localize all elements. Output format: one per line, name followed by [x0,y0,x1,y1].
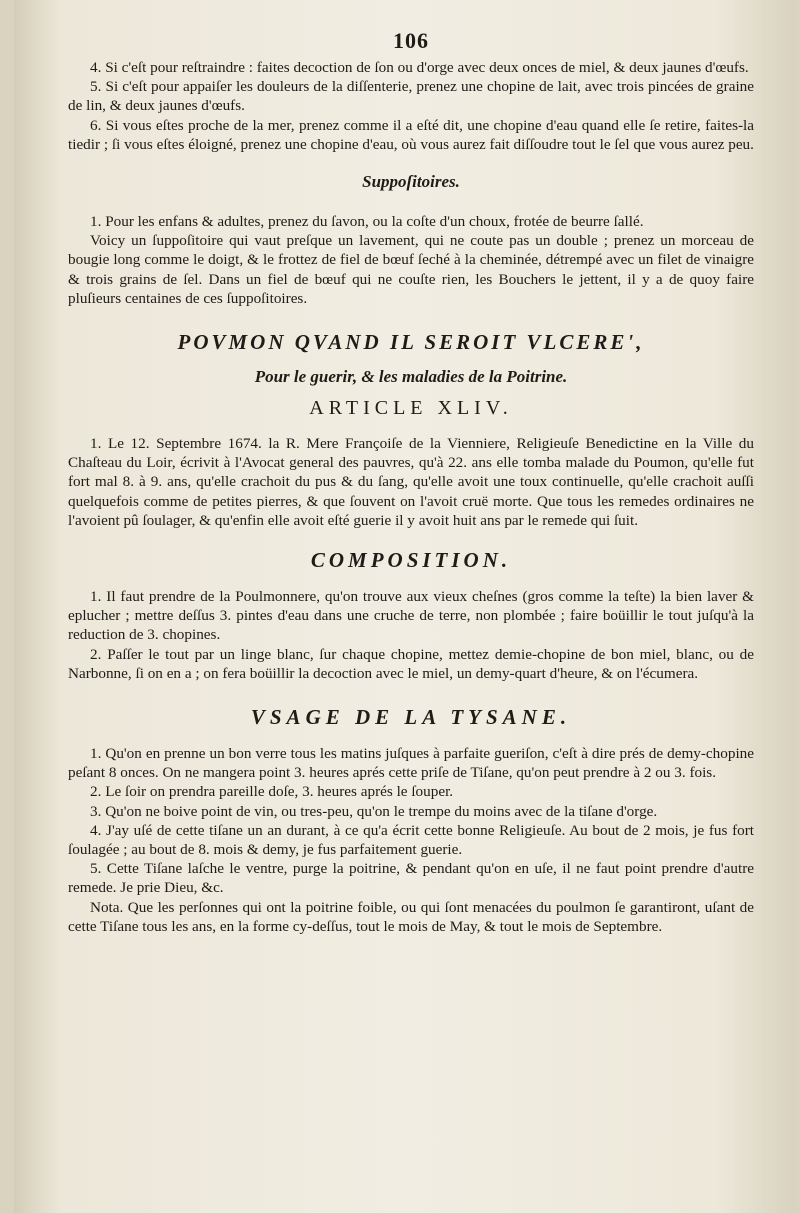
paragraph-usage-2: 2. Le ſoir on prendra pareille doſe, 3. heures aprés le ſouper. [90,783,454,801]
paragraph-remedy-6: 6. Si vous eſtes proche de la mer, prenez comme il a eſté dit, une chopine d'eau quand elle ſe retire, faites-la tiedir ; ſi vous eſtes éloigné, prenez une chopine d'eau, où vous aurez fait diſſoudre tout le ſel que vous aurez peu. [68,116,754,153]
paragraph-usage-4: 4. J'ay uſé de cette tiſane un an durant, à ce qu'a écrit cette bonne Religieuſe. Au bout de 2 mois, je fus fort ſoulagée ; au bout de 8. mois & demy, je fus parfaitement guerie. [68,821,754,859]
paragraph-usage-1: 1. Qu'on en prenne un bon verre tous les matins juſques à parfaite gueriſon, c'eſt à dire prés de demy-chopine peſant 8 onces. On ne mangera point 3. heures aprés cette priſe de Tiſane, qu'on peut prendre à 2 ou 3. fois. [68,745,754,782]
paragraph-nota: Nota. Que les perſonnes qui ont la poitrine foible, ou qui ſont menacées du poulmon ſe garantiront, uſant de cette Tiſane tous les ans, en la forme cy-deſſus, tout le mois de May, & tout le mois de Septembre. [68,898,754,935]
heading-usage: VSAGE DE LA TYSANE. [250,705,572,730]
paragraph-composition-2: 2. Paſſer le tout par un linge blanc, ſur chaque chopine, mettez demie-chopine de bon miel, blanc, ou de Narbonne, ſi on en a ; on fera boüillir la decoction avec le miel, un demy-quart d'heure, & on l'écumera. [68,645,754,682]
paragraph-suppositoire-1: 1. Pour les enfans & adultes, prenez du ſavon, ou la coſte d'un choux, frotée de beurre ſallé. [90,213,644,231]
paragraph-suppositoire-2: Voicy un ſuppoſitoire qui vaut preſque un lavement, qui ne coute pas un double ; prenez un morceau de bougie long comme le doigt, & le frottez de fiel de bœuf ſeché à la cheminée, détrempé avec un filet de vinaigre & trois grains de ſel. Dans un fiel de bœuf qui ne couſte rien, les Bouchers le jettent, il y a de quoy faire pluſieurs centaines de ces ſuppoſitoires. [68,232,754,307]
paragraph-remedy-5: 5. Si c'eſt pour appaiſer les douleurs de la diſſenterie, prenez une chopine de lait, avec trois pincées de graine de lin, & deux jaunes d'œufs. [68,78,754,115]
heading-composition: COMPOSITION. [310,548,512,573]
paragraph-usage-3: 3. Qu'on ne boive point de vin, ou tres-peu, qu'on le trempe du moins avec de la tiſane d'orge. [90,802,658,820]
heading-suppositoires: Suppoſitoires. [362,172,460,192]
article-number: ARTICLE XLIV. [309,397,513,420]
paragraph-composition-1: 1. Il faut prendre de la Poulmonnere, qu'on trouve aux vieux cheſnes (gros comme la teſte) la bien laver & eplucher ; mettre deſſus 3. pintes d'eau dans une cruche de terre, non plombée ; faire boüillir le tout juſqu'à la reduction de 3. chopines. [68,588,754,644]
book-page [14,0,794,1213]
paragraph-usage-5: 5. Cette Tiſane laſche le ventre, purge la poitrine, & pendant qu'on en uſe, il ne faut point prendre d'autre remede. Je prie Dieu, &c. [68,860,754,897]
paragraph-remedy-4: 4. Si c'eſt pour reſtraindre : faites decoction de ſon ou d'orge avec deux onces de miel, & deux jaunes d'œufs. [90,59,749,76]
paragraph-article-1: 1. Le 12. Septembre 1674. la R. Mere Françoiſe de la Vienniere, Religieuſe Benedictine en la Ville du Chaſteau du Loir, écrivit à l'Avocat general des pauvres, qu'à 22. ans elle tomba malade du Poumon, qu'elle fut fort mal 8. à 9. ans, qu'elle crachoit du pus & du ſang, qu'elle avoit une toux continuelle, qu'elle crachoit auſſi quelquefois comme de petites pierres, & que ſouvent on l'avoit cruë morte. Que tous les remedes ordinaires ne l'avoient pû ſoulager, & qu'enfin elle avoit eſté guerie il y avoit huit ans par le remede qui ſuit. [68,435,754,529]
page-number: 106 [393,28,429,53]
heading-poumon: POVMON QVAND IL SEROIT VLCERE', [177,330,645,355]
subheading-poitrine: Pour le guerir, & les maladies de la Poitrine. [254,367,568,387]
